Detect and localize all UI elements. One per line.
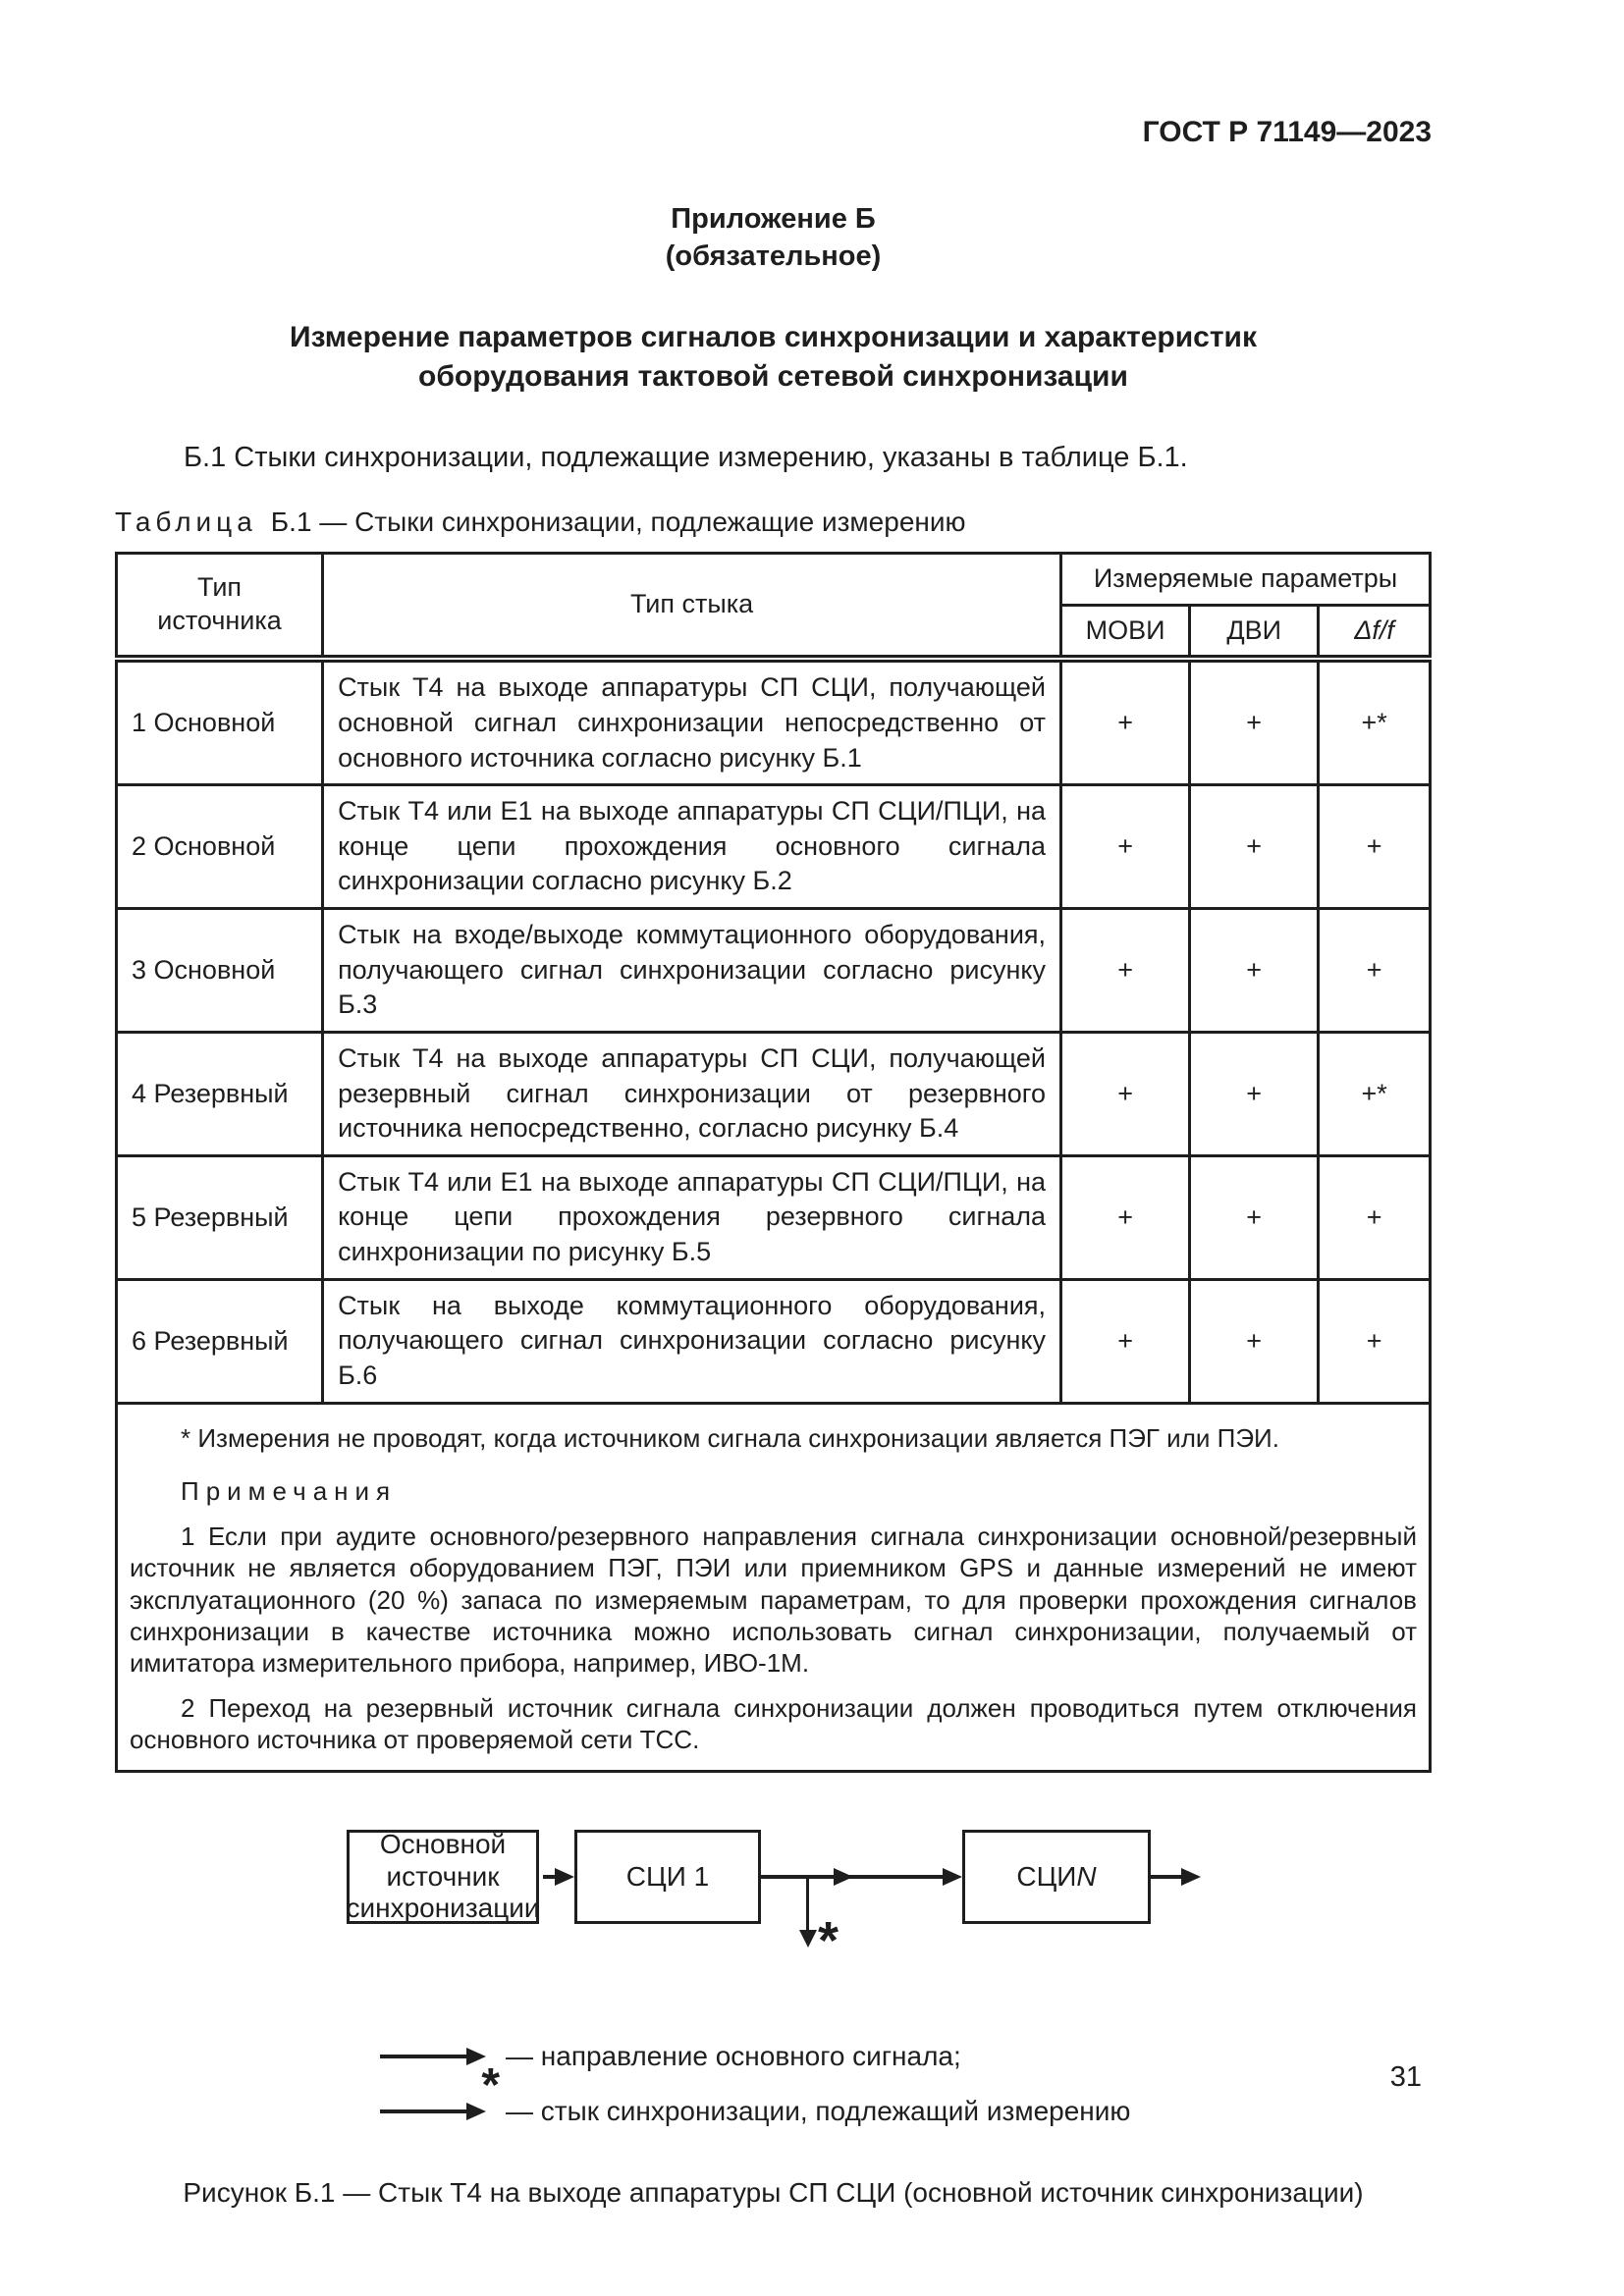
figure-caption: Рисунок Б.1 — Стык Т4 на выходе аппаратуры СП СЦИ (основной источник синхронизации) [183, 2176, 1364, 2208]
section-title: Измерение параметров сигналов синхронизации и характеристик оборудования тактовой сетевой синхронизации [290, 321, 1257, 394]
table-header-row [117, 553, 1431, 605]
sdhn-box: СЦИ N [962, 1830, 1151, 1924]
table-footnote: * Измерения не проводят, когда источником сигнала синхронизации является ПЭГ или ПЭИ. [181, 1422, 1279, 1453]
asterisk-marker: * [481, 2058, 500, 2111]
cell-movi: + [1061, 1032, 1190, 1155]
cell-dvi: + [1190, 659, 1319, 784]
cell-source: 2 Основной [117, 785, 323, 909]
table-row [117, 659, 1431, 784]
column-header-params-group: Измеряемые параметры [1061, 553, 1431, 605]
down-arrowhead-icon [799, 1930, 817, 1948]
column-header-dvi: ДВИ [1190, 605, 1319, 659]
arrow-line [1151, 1875, 1184, 1879]
note-1: 1 Если при аудите основного/резервного направления сигнала синхронизации основной/резервный источник не является оборудованием ПЭГ, ПЭИ или приемником GPS и данные измерений не имеют эксплуатационного (20 %) запаса по измеряемым параметрам, то для проверки прохождения сигналов синхронизации в качестве источника можно использовать сигнал синхронизации, получаемый от имитатора измерительного прибора, например, ИВО-1М. [130, 1522, 1417, 1678]
table-caption-label: Таблица [115, 506, 257, 537]
cell-dff: + [1319, 1155, 1431, 1279]
cell-dff: + [1319, 1279, 1431, 1403]
cell-movi: + [1061, 909, 1190, 1033]
arrowhead-icon [1181, 1868, 1201, 1886]
cell-interface: Стык на входе/выходе коммутационного оборудования, получающего сигнал синхронизации согласно рисунку Б.3 [323, 909, 1061, 1033]
column-header-interface: Тип стыка [323, 553, 1061, 659]
table-row [117, 1279, 1431, 1403]
asterisk-marker: * [818, 1910, 839, 1970]
appendix-heading [115, 201, 1432, 275]
cell-interface: Стык Т4 на выходе аппаратуры СП СЦИ, получающей резервный сигнал синхронизации от резервного источника непосредственно, согласно рисунку Б.4 [323, 1032, 1061, 1155]
doc-code: ГОСТ Р 71149—2023 [1142, 116, 1432, 148]
cell-movi: + [1061, 659, 1190, 784]
legend-text: — направление основного сигнала; [506, 2040, 961, 2071]
cell-source: 6 Резервный [117, 1279, 323, 1403]
note-2: 2 Переход на резервный источник сигнала синхронизации должен проводиться путем отключения основного источника от проверяемой сети ТСС. [130, 1693, 1417, 1755]
cell-interface: Стык на выходе коммутационного оборудования, получающего сигнал синхронизации согласно рисунку Б.6 [323, 1279, 1061, 1403]
figure-b1-diagram [115, 1830, 1432, 1977]
cell-dff: + [1319, 909, 1431, 1033]
cell-dff: +* [1319, 1032, 1431, 1155]
table-notes-row [117, 1403, 1431, 1771]
cell-movi: + [1061, 1279, 1190, 1403]
sync-interfaces-table [115, 552, 1432, 1773]
arrow-line [761, 1875, 946, 1879]
cell-source: 3 Основной [117, 909, 323, 1033]
arrowhead-icon [555, 1868, 574, 1886]
arrow-icon [380, 2055, 466, 2058]
table-row [117, 1155, 1431, 1279]
column-header-movi: МОВИ [1061, 605, 1190, 659]
cell-source: 1 Основной [117, 659, 323, 784]
intro-paragraph: Б.1 Стыки синхронизации, подлежащие измерению, указаны в таблице Б.1. [184, 442, 1188, 474]
figure-legend [115, 2032, 1432, 2136]
table-caption-text: Б.1 — Стыки синхронизации, подлежащие измерению [270, 506, 966, 537]
table-notes-cell [117, 1403, 1431, 1771]
cell-dvi: + [1190, 1155, 1319, 1279]
table-caption [115, 507, 1432, 538]
table-row [117, 1032, 1431, 1155]
appendix-title: Приложение Б [671, 203, 876, 235]
arrowhead-icon [834, 1868, 853, 1886]
cell-dvi: + [1190, 909, 1319, 1033]
table-row [117, 785, 1431, 909]
branch-line [806, 1877, 809, 1932]
table-row [117, 909, 1431, 1033]
page-number: 31 [1389, 2061, 1422, 2093]
arrow-asterisk-icon [380, 2058, 500, 2113]
cell-interface: Стык Т4 на выходе аппаратуры СП СЦИ, получающей основной сигнал синхронизации непосредственно от основного источника согласно рисунку Б.1 [323, 659, 1061, 784]
cell-movi: + [1061, 1155, 1190, 1279]
sdh1-box: СЦИ 1 [574, 1830, 761, 1924]
legend-text: — стык синхронизации, подлежащий измерению [506, 2095, 1131, 2126]
cell-source: 5 Резервный [117, 1155, 323, 1279]
cell-source: 4 Резервный [117, 1032, 323, 1155]
cell-dvi: + [1190, 1279, 1319, 1403]
cell-interface: Стык Т4 или Е1 на выходе аппаратуры СП СЦИ/ПЦИ, на конце цепи прохождения резервного сигнала синхронизации по рисунку Б.5 [323, 1155, 1061, 1279]
cell-dff: + [1319, 785, 1431, 909]
legend-item [380, 2032, 1432, 2081]
cell-movi: + [1061, 785, 1190, 909]
cell-dvi: + [1190, 1032, 1319, 1155]
source-box: Основной источник синхронизации [346, 1829, 540, 1923]
column-header-source: Тип источника [117, 553, 323, 659]
column-header-dff: Δf/f [1319, 605, 1431, 659]
arrowhead-icon [943, 1868, 962, 1886]
cell-interface: Стык Т4 или Е1 на выходе аппаратуры СП СЦИ/ПЦИ, на конце цепи прохождения основного сигнала синхронизации согласно рисунку Б.2 [323, 785, 1061, 909]
appendix-subtitle: (обязательное) [665, 240, 882, 272]
cell-dff: +* [1319, 659, 1431, 784]
notes-label: Примечания [181, 1475, 398, 1506]
cell-dvi: + [1190, 785, 1319, 909]
